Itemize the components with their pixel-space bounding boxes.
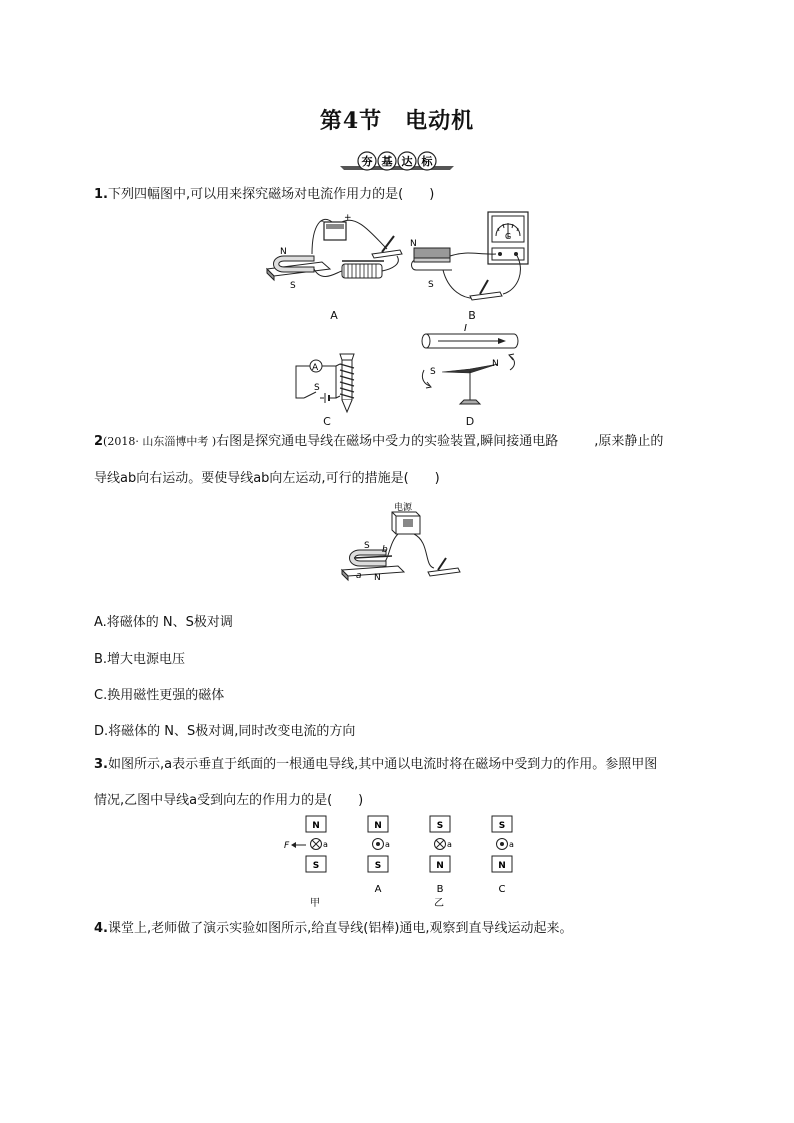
yi-label: 乙 [434,898,444,909]
q1-label-b: B [468,309,476,322]
power-label: 电源 [394,503,413,513]
magnet-n-label: N [374,573,381,583]
q2-option-c: C.换用磁性更强的磁体 [94,688,225,703]
q2-figure [340,503,460,584]
banner-char: 夯 [361,155,373,168]
q3-panel [430,816,452,895]
magnet-pole-label: S [498,821,506,831]
q2-option-d: D.将磁体的 N、S极对调,同时改变电流的方向 [94,724,356,739]
question-number: 2 [94,434,104,449]
q3-panel [306,816,328,872]
banner-char: 标 [421,155,433,168]
question-text: ,原来静止的 [594,434,664,449]
q1-label-d: D [465,415,475,428]
question-2-line2: 导线ab向右运动。要使导线ab向左运动,可行的措施是( ) [94,471,440,486]
wire-b-label: b [382,545,388,555]
question-3-line2: 情况,乙图中导线a受到向左的作用力的是( ) [94,793,364,808]
battery-minus: - [320,214,324,227]
current-i-label: I [464,323,467,334]
q1-figure-c [292,350,362,414]
question-text: 如图所示,a表示垂直于纸面的一根通电导线,其中通以电流时将在磁场中受到力的作用。参照甲图 [107,757,658,772]
q1-label-c: C [323,415,331,428]
question-text: 课堂上,老师做了演示实验如图所示,给直导线(铝棒)通电,观察到直导线运动起来。 [107,921,573,936]
wire-a-label: a [447,840,452,849]
q3-panel [492,816,514,895]
needle-s-label: S [430,367,436,377]
magnet-n-label: N [410,239,417,249]
wire-a-label: a [509,840,514,849]
q3-figure [278,812,528,908]
section-banner [338,150,456,172]
wire-a-label: a [385,840,390,849]
panel-label: A [374,884,382,895]
q3-panel [368,816,390,895]
question-source: (2018· 山东淄博中考 ) [103,435,217,448]
magnet-n-label: N [280,247,287,257]
magnet-s-label: S [428,280,434,290]
q1-label-a: A [330,309,338,322]
magnet-s-label: S [364,541,370,551]
magnet-pole-label: S [436,821,444,831]
q1-figure-d [418,320,524,412]
wire-a-label: a [356,571,362,581]
panel-label: B [436,884,444,895]
needle-n-label: N [492,359,499,369]
panel-label: C [498,884,506,895]
question-number: 4. [94,921,108,936]
magnet-pole-label: S [374,861,382,871]
magnet-pole-label: S [312,861,320,871]
page-title: 第4节 电动机 [319,108,475,134]
question-3 [94,756,734,774]
question-text: 右图是探究通电导线在磁场中受力的实验装置,瞬间接通电路 [216,434,559,449]
switch-s-label: S [314,383,320,393]
banner-char: 达 [401,155,413,168]
magnet-pole-label: N [436,861,444,871]
ammeter-label: A [312,363,319,373]
q2-option-b: B.增大电源电压 [94,652,186,667]
question-number: 1. [94,187,108,202]
magnet-pole-label: N [374,821,382,831]
q1-figure-b [408,210,536,306]
q2-option-a: A.将磁体的 N、S极对调 [94,615,233,630]
force-f-label: F [284,841,290,851]
q1-figure-a [262,214,412,306]
question-4 [94,920,734,938]
question-text: 下列四幅图中,可以用来探究磁场对电流作用力的是( ) [107,187,435,202]
question-2 [94,433,714,451]
magnet-pole-label: N [312,821,320,831]
battery-plus: + [344,213,352,223]
question-number: 3. [94,757,108,772]
banner-char: 基 [381,155,393,168]
wire-a-label: a [323,840,328,849]
jia-label: 甲 [310,898,320,909]
galvanometer-g: G [505,232,512,241]
question-1 [94,186,434,204]
magnet-s-label: S [290,281,296,291]
magnet-pole-label: N [498,861,506,871]
